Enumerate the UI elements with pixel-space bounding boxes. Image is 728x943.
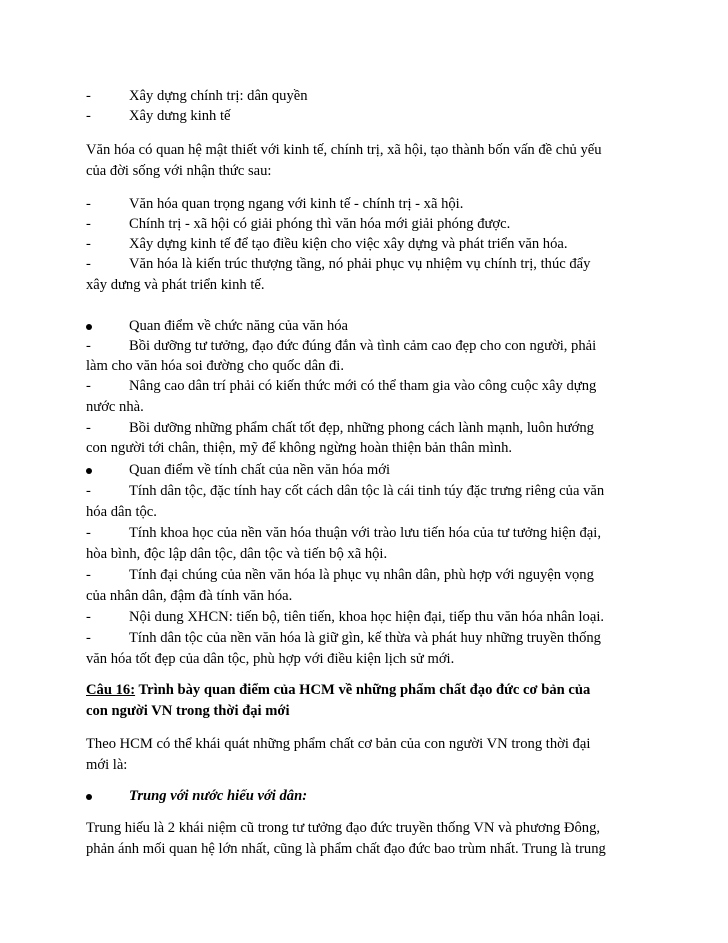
- list-dash: -: [86, 216, 91, 232]
- list-item-text: Bồi dưỡng tư tưởng, đạo đức đúng đắn và tình cảm cao đẹp cho con người, phải: [129, 338, 597, 354]
- bullet-icon: [86, 794, 92, 800]
- section-subheading: Trung với nước hiếu với dân:: [129, 788, 308, 804]
- list-item-text: Nội dung XHCN: tiến bộ, tiên tiến, khoa học hiện đại, tiếp thu văn hóa nhân loại.: [129, 609, 605, 625]
- list-dash: -: [86, 420, 91, 436]
- paragraph-line: xây dưng và phát triển kinh tế.: [86, 277, 265, 293]
- paragraph-line: hòa bình, độc lập dân tộc, dân tộc và tiến bộ xã hội.: [86, 546, 388, 562]
- paragraph-line: mới là:: [86, 757, 128, 773]
- paragraph-line: phản ánh mối quan hệ lớn nhất, cũng là phẩm chất đạo đức bao trùm nhất. Trung là trung: [86, 841, 606, 857]
- question-title-continued: con người VN trong thời đại mới: [86, 703, 290, 719]
- paragraph-line: nước nhà.: [86, 399, 144, 415]
- list-item-text: Chính trị - xã hội có giải phóng thì văn hóa mới giải phóng được.: [129, 216, 511, 232]
- list-item-text: Xây dựng kinh tế để tạo điều kiện cho việc xây dựng và phát triển văn hóa.: [129, 236, 568, 252]
- list-item-text: Văn hóa quan trọng ngang với kinh tế - chính trị - xã hội.: [129, 196, 464, 212]
- list-item-text: Xây dưng kinh tế: [129, 108, 231, 124]
- list-dash: -: [86, 108, 91, 124]
- paragraph-line: Trung hiếu là 2 khái niệm cũ trong tư tưởng đạo đức truyền thống VN và phương Đông,: [86, 820, 601, 836]
- paragraph-line: hóa dân tộc.: [86, 504, 157, 520]
- list-item-text: Tính dân tộc của nền văn hóa là giữ gìn, kế thừa và phát huy những truyền thống: [129, 630, 601, 646]
- list-dash: -: [86, 236, 91, 252]
- list-item-text: Tính đại chúng của nền văn hóa là phục vụ nhân dân, phù hợp với nguyện vọng: [129, 567, 594, 583]
- list-item-text: Tính dân tộc, đặc tính hay cốt cách dân tộc là cái tinh túy đặc trưng riêng của văn: [129, 483, 605, 499]
- bullet-icon: [86, 468, 92, 474]
- list-item-text: Bồi dưỡng những phẩm chất tốt đẹp, những phong cách lành mạnh, luôn hướng: [129, 420, 594, 436]
- list-dash: -: [86, 609, 91, 625]
- bullet-item-text: Quan điểm về tính chất của nền văn hóa mới: [129, 462, 390, 478]
- paragraph-line: làm cho văn hóa soi đường cho quốc dân đi.: [86, 358, 344, 374]
- list-dash: -: [86, 567, 91, 583]
- paragraph-line: con người tới chân, thiện, mỹ để không ngừng hoàn thiện bản thân mình.: [86, 440, 513, 456]
- bullet-icon: [86, 324, 92, 330]
- question-heading: [86, 680, 590, 701]
- list-dash: -: [86, 196, 91, 212]
- paragraph-line: Theo HCM có thể khái quát những phẩm chất cơ bản của con người VN trong thời đại: [86, 736, 591, 752]
- question-number: Câu 16:: [86, 682, 136, 698]
- list-dash: -: [86, 525, 91, 541]
- paragraph-line: của nhân dân, đậm đà tính văn hóa.: [86, 588, 293, 604]
- paragraph-line: Văn hóa có quan hệ mật thiết với kinh tế, chính trị, xã hội, tạo thành bốn vấn đề chủ yếu: [86, 142, 602, 158]
- list-dash: -: [86, 483, 91, 499]
- question-title: Trình bày quan điểm của HCM về những phẩm chất đạo đức cơ bản của: [135, 682, 591, 698]
- list-dash: -: [86, 630, 91, 646]
- paragraph-line: văn hóa tốt đẹp của dân tộc, phù hợp với điều kiện lịch sử mới.: [86, 651, 455, 667]
- list-dash: -: [86, 256, 91, 272]
- list-dash: -: [86, 338, 91, 354]
- list-dash: -: [86, 88, 91, 104]
- bullet-item-text: Quan điểm về chức năng của văn hóa: [129, 318, 349, 334]
- list-dash: -: [86, 378, 91, 394]
- paragraph-line: của đời sống với nhận thức sau:: [86, 163, 272, 179]
- list-item-text: Xây dựng chính trị: dân quyền: [129, 88, 308, 104]
- list-item-text: Văn hóa là kiến trúc thượng tầng, nó phải phục vụ nhiệm vụ chính trị, thúc đẩy: [129, 256, 591, 272]
- list-item-text: Tính khoa học của nền văn hóa thuận với trào lưu tiến hóa của tư tưởng hiện đại,: [129, 525, 601, 541]
- list-item-text: Nâng cao dân trí phải có kiến thức mới có thể tham gia vào công cuộc xây dựng: [129, 378, 597, 394]
